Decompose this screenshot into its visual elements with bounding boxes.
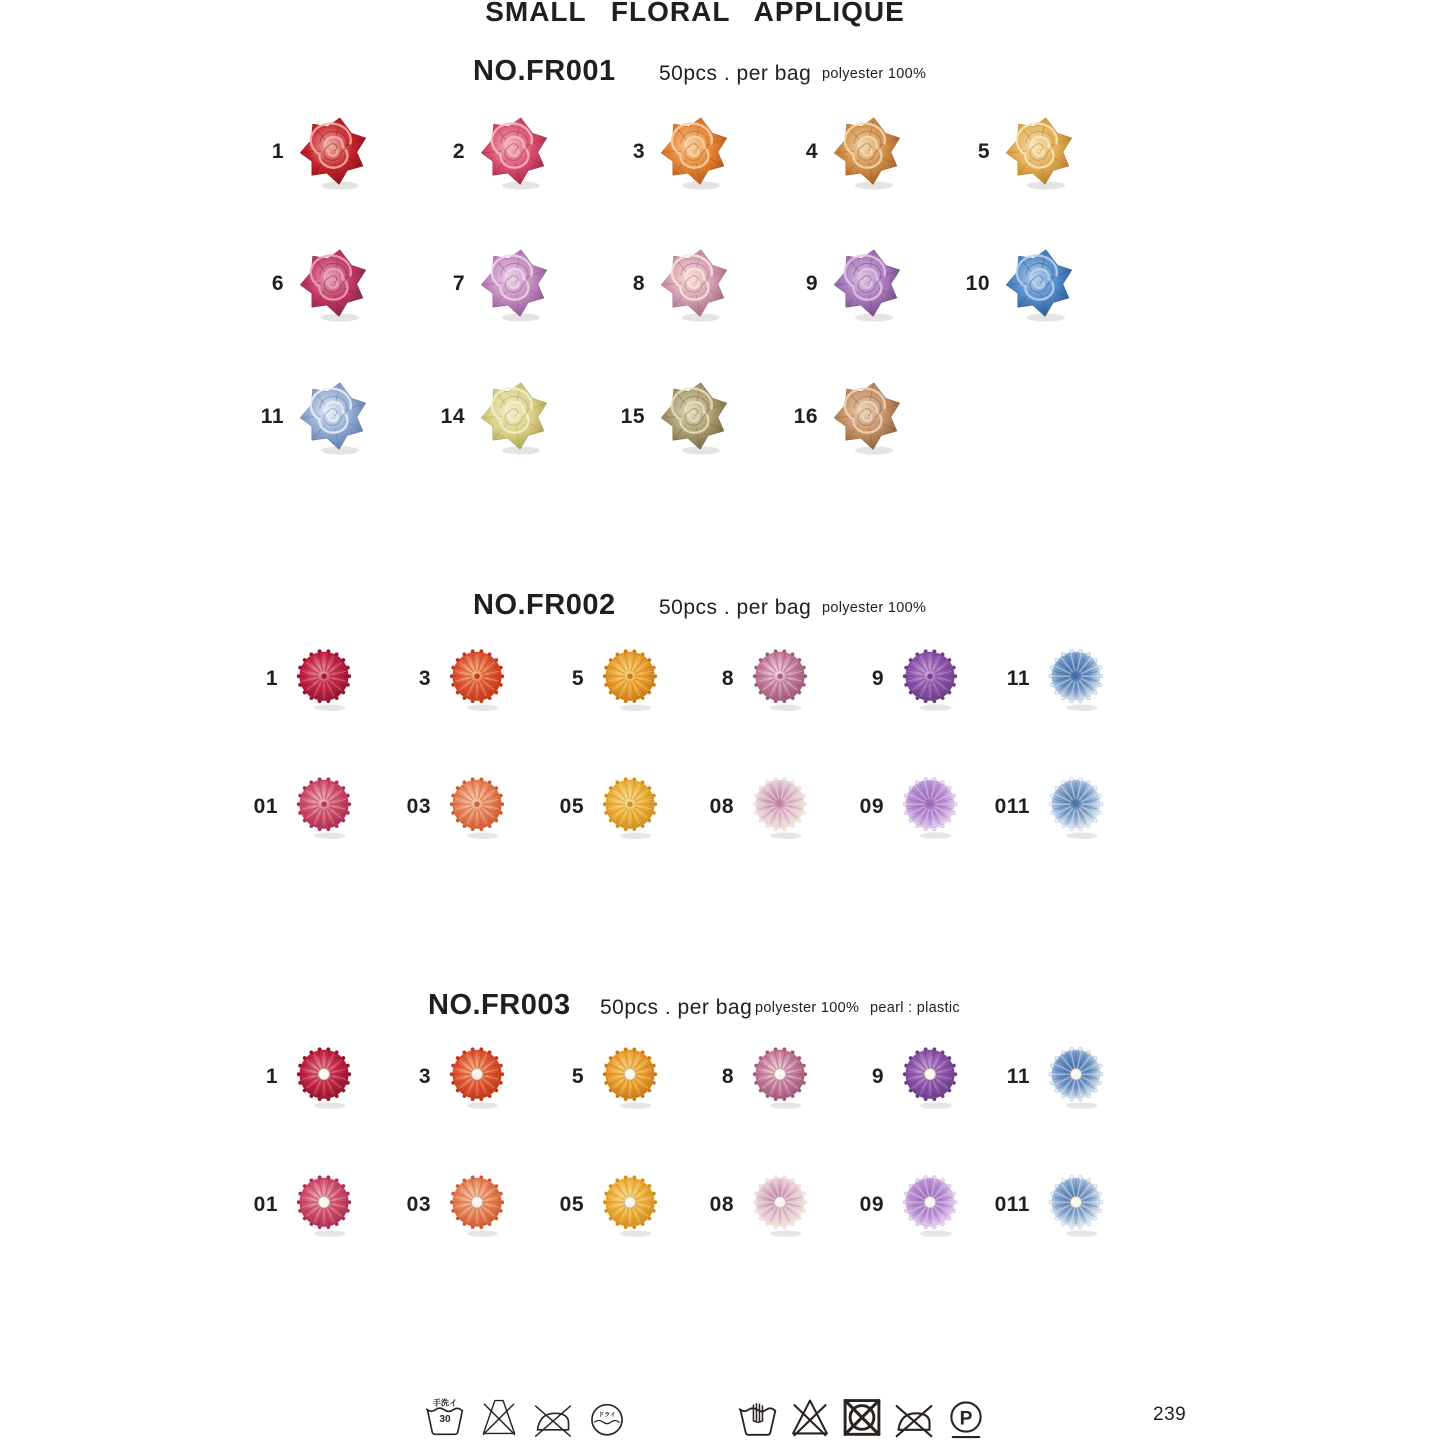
flower-item-fr003-011 (984, 1168, 1113, 1242)
flower-number: 2 (452, 140, 465, 163)
flower-item-fr003-09 (838, 1168, 967, 1242)
flower-item-fr003-08 (688, 1168, 817, 1242)
pearl-pleated-flower-applique-icon (440, 1040, 514, 1114)
flower-number: 05 (559, 795, 584, 818)
flower-photo (743, 1168, 817, 1242)
section-quantity: 50pcs . per bag (659, 596, 812, 619)
flower-photo (893, 1040, 967, 1114)
pearl-pleated-flower-applique-icon (743, 1040, 817, 1114)
pearl-pleated-flower-applique-icon (743, 1168, 817, 1242)
section-quantity: 50pcs . per bag (600, 996, 753, 1019)
section-code: NO.FR003 (428, 989, 571, 1021)
flower-number: 8 (632, 272, 645, 295)
flower-item-fr003-9 (838, 1040, 967, 1114)
flower-photo (287, 1168, 361, 1242)
flower-item-fr003-8 (688, 1040, 817, 1114)
flower-number: 1 (265, 667, 278, 690)
flower-number: 3 (632, 140, 645, 163)
flower-number: 5 (571, 1065, 584, 1088)
pearl-pleated-flower-applique-icon (893, 1168, 967, 1242)
pearl-pleated-flower-applique-icon (593, 1040, 667, 1114)
flower-number: 8 (721, 667, 734, 690)
pearl-pleated-flower-applique-icon (287, 1168, 361, 1242)
flower-photo (893, 1168, 967, 1242)
flower-number: 4 (805, 140, 818, 163)
section-material-2: pearl : plastic (870, 1000, 960, 1016)
flower-number: 01 (253, 1193, 278, 1216)
flower-number: 011 (994, 1193, 1030, 1216)
page-title: SMALL FLORAL APPLIQUE (485, 0, 905, 27)
flower-item-fr003-5 (538, 1040, 667, 1114)
section-quantity: 50pcs . per bag (659, 62, 812, 85)
flower-item-fr003-11 (984, 1040, 1113, 1114)
flower-number: 01 (253, 795, 278, 818)
flower-photo (743, 1040, 817, 1114)
pearl-pleated-flower-applique-icon (1039, 1040, 1113, 1114)
page-number: 239 (1153, 1404, 1187, 1425)
flower-photo (287, 1040, 361, 1114)
section-code: NO.FR002 (473, 589, 616, 621)
flower-number: 6 (271, 272, 284, 295)
section-material: polyester 100% (755, 1000, 860, 1016)
flower-number: 16 (793, 405, 818, 428)
pearl-pleated-flower-applique-icon (1039, 1168, 1113, 1242)
flower-number: 11 (260, 405, 284, 428)
flower-number: 11 (1006, 1065, 1030, 1088)
flower-number: 05 (559, 1193, 584, 1216)
flower-number: 011 (994, 795, 1030, 818)
section-material: polyester 100% (822, 600, 927, 616)
section-material: polyester 100% (822, 66, 927, 82)
flower-number: 5 (977, 140, 990, 163)
flower-number: 1 (265, 1065, 278, 1088)
flower-number: 9 (805, 272, 818, 295)
flower-item-fr003-05 (538, 1168, 667, 1242)
flower-photo (593, 1168, 667, 1242)
flower-photo (440, 1168, 514, 1242)
flower-number: 03 (406, 795, 431, 818)
flower-photo (440, 1040, 514, 1114)
flower-item-fr003-1 (232, 1040, 361, 1114)
flower-photo (593, 1040, 667, 1114)
flower-item-fr003-03 (385, 1168, 514, 1242)
flower-number: 9 (871, 667, 884, 690)
pearl-pleated-flower-applique-icon (287, 1040, 361, 1114)
care-dryclean-p-label: P (959, 1408, 973, 1430)
flower-number: 09 (859, 1193, 884, 1216)
care-dryclean-label: ドライ (598, 1412, 616, 1419)
flower-photo (1039, 1168, 1113, 1242)
flower-number: 14 (440, 405, 465, 428)
flower-item-fr003-3 (385, 1040, 514, 1114)
flower-number: 09 (859, 795, 884, 818)
flower-number: 9 (871, 1065, 884, 1088)
flower-number: 10 (965, 272, 990, 295)
flower-number: 15 (620, 405, 645, 428)
pearl-pleated-flower-applique-icon (440, 1168, 514, 1242)
care-handwash-label: 手洗イ (432, 1398, 458, 1408)
flower-number: 3 (418, 667, 431, 690)
flower-number: 03 (406, 1193, 431, 1216)
flower-number: 11 (1006, 667, 1030, 690)
flower-item-fr003-01 (232, 1168, 361, 1242)
pearl-pleated-flower-applique-icon (893, 1040, 967, 1114)
flower-number: 7 (452, 272, 465, 295)
pearl-pleated-flower-applique-icon (593, 1168, 667, 1242)
flower-number: 08 (709, 1193, 734, 1216)
flower-number: 5 (571, 667, 584, 690)
care-handwash-temp: 30 (439, 1414, 451, 1426)
flower-number: 08 (709, 795, 734, 818)
flower-photo (1039, 1040, 1113, 1114)
flower-number: 3 (418, 1065, 431, 1088)
section-code: NO.FR001 (473, 55, 616, 87)
flower-number: 8 (721, 1065, 734, 1088)
flower-number: 1 (271, 140, 284, 163)
